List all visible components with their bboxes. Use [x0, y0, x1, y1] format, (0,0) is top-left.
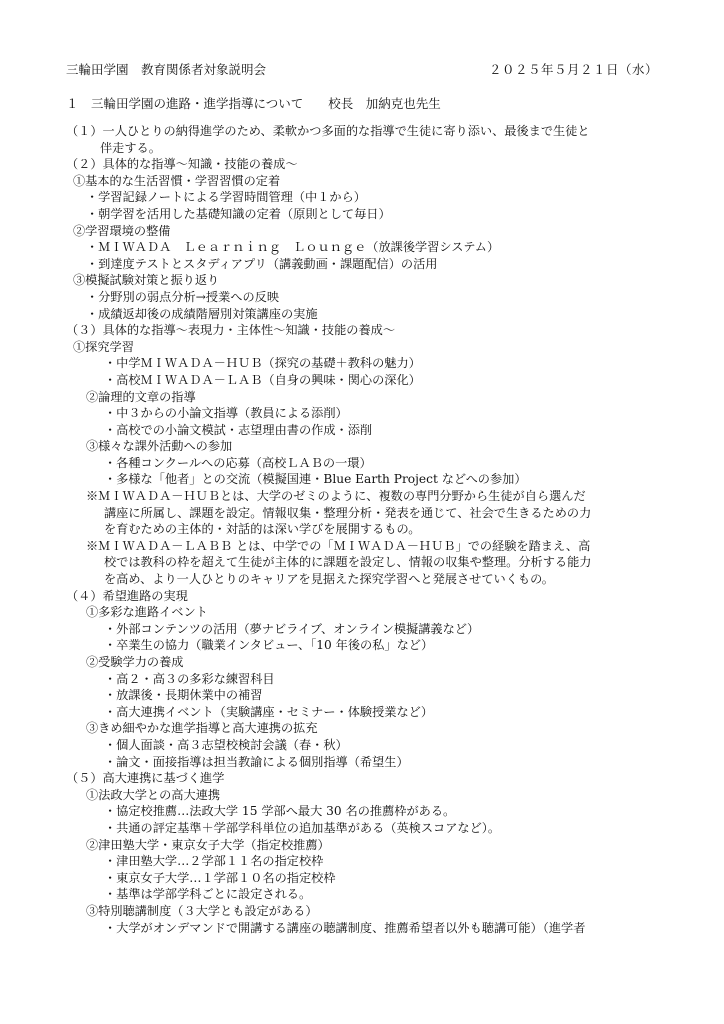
header-event-title: 三輪田学園 教育関係者対象説明会 [66, 62, 267, 77]
body-line: ・論文・面接指導は担当教諭による個別指導（希望生） [104, 754, 409, 769]
body-line: ・卒業生の協力（職業インタビュー、「10 年後の私」など） [104, 638, 434, 653]
body-line: （２）具体的な指導～知識・技能の養成～ [66, 157, 298, 172]
body-line: ②論理的文章の指導 [86, 389, 196, 404]
body-line: ・高校での小論文模試・志望理由書の作成・添削 [104, 422, 373, 437]
body-line: ・放課後・長期休業中の補習 [104, 688, 263, 703]
body-line: ②津田塾大学・東京女子大学（指定校推薦） [86, 837, 330, 852]
body-line: ・共通の評定基準＋学部学科単位の追加基準がある（英検スコアなど）。 [104, 820, 501, 835]
body-line: ・東京女子大学…１学部１０名の指定校枠 [104, 870, 336, 885]
body-line: ①探究学習 [73, 339, 134, 354]
body-line: ③きめ細やかな進学指導と高大連携の拡充 [86, 721, 318, 736]
body-line: ・分野別の弱点分析→授業への反映 [86, 289, 280, 304]
body-line: 校では教科の枠を超えて生徒が主体的に課題を設定し、情報の収集や整理。分析する能力 [104, 555, 592, 570]
body-line: 講座に所属し、課題を設定。情報収集・整理分析・発表を通じて、社会で生きるための力 [104, 505, 592, 520]
section-title: １ 三輪田学園の進路・進学指導について 校長 加納克也先生 [66, 96, 441, 111]
body-line: （３）具体的な指導～表現力・主体性～知識・技能の養成～ [66, 323, 396, 338]
body-line: （４）希望進路の実現 [66, 588, 188, 603]
body-line: ・中３からの小論文指導（教員による添削） [104, 406, 348, 421]
body-line: ・基準は学部学科ごとに設定される。 [104, 887, 312, 902]
body-line: ・朝学習を活用した基礎知識の定着（原則として毎日） [86, 206, 391, 221]
body-line: ・協定校推薦…法政大学 15 学部へ最大 30 名の推薦枠がある。 [104, 804, 456, 819]
body-line: ※ＭＩＷＡＤＡ－ＬＡＢＢ とは、中学での「ＭＩＷＡＤＡ－ＨＵＢ」での経験を踏まえ、高 [86, 538, 591, 553]
header-date: ２０２５年５月２１日（水） [488, 62, 658, 77]
body-line: ・到達度テストとスタディアプリ（講義動画・課題配信）の活用 [86, 256, 438, 271]
document-header [66, 60, 658, 80]
body-line: ・各種コンクールへの応募（高校ＬＡＢの一環） [104, 455, 372, 470]
body-line: ・個人面談・高３志望校検討会議（春・秋） [104, 737, 348, 752]
body-line: ・高２・高３の多彩な練習科目 [104, 671, 275, 686]
body-line: ③特別聴講制度（３大学とも設定がある） [86, 903, 318, 918]
body-line: ・ＭＩＷＡＤＡ Ｌｅａｒｎｉｎｇ Ｌｏｕｎｇｅ（放課後学習システム） [86, 240, 500, 255]
body-line: ・大学がオンデマンドで開講する講座の聴講制度、推薦希望者以外も聴講可能）（進学者 [104, 920, 586, 935]
body-line: ・津田塾大学…２学部１１名の指定校枠 [104, 854, 324, 869]
body-line: ②受験学力の養成 [86, 655, 184, 669]
body-line: を高め、より一人ひとりのキャリアを見据えた探究学習へと発展させていくもの。 [104, 572, 554, 587]
body-line: ※ＭＩＷＡＤＡ－ＨＵＢとは、大学のゼミのように、複数の専門分野から生徒が自ら選んだ [86, 489, 586, 504]
body-line: ①多彩な進路イベント [86, 605, 208, 620]
body-line: ③模擬試験対策と振り返り [73, 273, 220, 288]
body-line: ・多様な「他者」との交流（模擬国連・Blue Earth Project などへの参加） [104, 472, 527, 487]
body-line: ①基本的な生活習慣・学習習慣の定着 [73, 173, 281, 188]
body-line: ・成績返却後の成績階層別対策講座の実施 [86, 306, 318, 321]
body-line: ・外部コンテンツの活用（夢ナビライブ、オンライン模擬講義など） [104, 621, 480, 636]
body-line: ③様々な課外活動への参加 [86, 439, 233, 454]
body-line: ・学習記録ノートによる学習時間管理（中１から） [86, 190, 366, 205]
body-line: ・高大連携イベント（実験講座・セミナー・体験授業など） [104, 704, 434, 719]
body-line: 伴走する。 [100, 140, 161, 155]
body-line: （１）一人ひとりの納得進学のため、柔軟かつ多面的な指導で生徒に寄り添い、最後まで生徒と [66, 124, 590, 138]
body-line: ・高校ＭＩＷＡＤＡ－ＬＡＢ（自身の興味・関心の深化） [104, 372, 421, 387]
body-line: ②学習環境の整備 [73, 223, 171, 238]
body-line: ①法政大学との高大連携 [86, 787, 221, 802]
document-body [66, 123, 666, 936]
body-line: ・中学ＭＩＷＡＤＡ－ＨＵＢ（探究の基礎＋教科の魅力） [104, 356, 421, 371]
body-line: （５）高大連携に基づく進学 [66, 771, 225, 786]
body-line: を育むための主体的・対話的は深い学びを展開するもの。 [104, 522, 421, 537]
